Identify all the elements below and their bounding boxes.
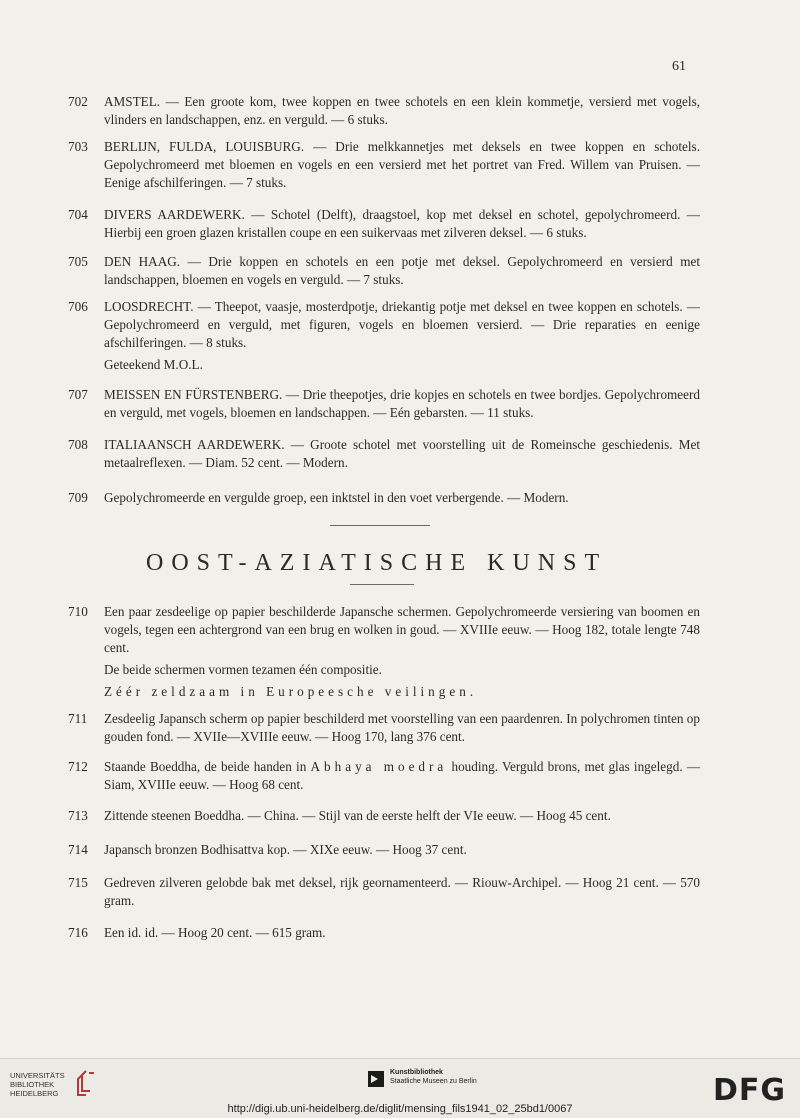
lot-number: 702 [68,94,88,109]
dfg-logo[interactable]: DFG [712,1073,786,1108]
library-name-line: UNIVERSITÄTS [10,1071,65,1080]
catalogue-entry-711 [68,710,700,746]
catalogue-entry-708 [68,436,700,472]
lot-number: 711 [68,711,88,726]
lot-description: Gedreven zilveren gelobde bak met deksel, rijk geornamenteerd. — Riouw-Archipel. — Hoog 21 cent. — 570 gram. [104,875,700,908]
museum-name: Staatliche Museen zu Berlin [390,1078,477,1085]
lot-description: Zittende steenen Boeddha. — China. — Stijl van de eerste helft der VIe eeuw. — Hoog 45 cent. [104,808,611,823]
section-divider-top [330,525,430,526]
lot-description: Gepolychromeerde en vergulde groep, een inktstel in den voet verbergende. — Modern. [104,490,569,505]
catalogue-entry-709 [68,489,700,507]
library-name-line: HEIDELBERG [10,1089,59,1098]
lot-number: 707 [68,387,88,402]
catalogue-entry-713 [68,807,700,825]
lot-description: DEN HAAG. — Drie koppen en schotels en een potje met deksel. Gepolychromeerd en versierd met landschappen, bloemen en vogels en verguld. — 7 stuks. [104,254,700,287]
lot-description: ITALIAANSCH AARDEWERK. — Groote schotel met voorstelling uit de Romeinsche geschiedenis. Met metaalreflexen. — Diam. 52 cent. — Modern. [104,437,700,470]
catalogue-entry-707 [68,386,700,422]
catalogue-entry-716 [68,924,700,942]
catalogue-entry-714 [68,841,700,859]
lot-composition-note: De beide schermen vormen tezamen één compositie. [104,662,382,677]
lot-number: 704 [68,207,88,222]
lot-description: MEISSEN EN FÜRSTENBERG. — Drie theepotjes, drie kopjes en schotels en twee bordjes. Gepolychromeerd en verguld, met vogels, bloemen en landschappen. — Eén gebarsten. — 11 stuks. [104,387,700,420]
lot-description: AMSTEL. — Een groote kom, twee koppen en twee schotels en een klein kommetje, versierd met vogels, vlinders en landschappen, enz. en verguld. — 6 stuks. [104,94,700,127]
lot-number: 703 [68,139,88,154]
catalogue-entry-706 [68,298,700,374]
catalogue-entry-702 [68,93,700,129]
page-number: 61 [672,59,686,74]
section-title: OOST-AZIATISCHE KUNST [146,550,608,576]
lot-number: 716 [68,925,88,940]
lot-number: 709 [68,490,88,505]
lot-rarity-note: Zéér zeldzaam in Europeesche veilingen. [104,684,478,699]
digitization-footer [0,1058,800,1118]
lot-description: Zesdeelig Japansch scherm op papier beschilderd met voorstelling van een paardenren. In polychromen tinten op gouden fond. — XVIIe—XVIIIe eeuw. — Hoog 170, lang 376 cent. [104,711,700,744]
catalogue-entry-715 [68,874,700,910]
lot-text-part: houding. Verguld brons, met glas ingelegd. — Siam, XVIIIe eeuw. — Hoog 68 cent. [104,759,701,792]
library-name-line: BIBLIOTHEK [10,1080,55,1089]
lot-number: 706 [68,299,88,314]
university-library-logo-icon[interactable] [72,1069,98,1099]
lot-description: Een id. id. — Hoog 20 cent. — 615 gram. [104,925,326,940]
lot-description: LOOSDRECHT. — Theepot, vaasje, mosterdpotje, driekantig potje met deksel en twee koppen en schotels. — Gepolychromeerd en verguld, met figuren, vogels en bloemen versierd. — Drie reparaties en eenige afschilferingen. — 8 stuks. [104,299,700,350]
lot-description [104,758,700,794]
lot-number: 715 [68,875,88,890]
lot-description: BERLIJN, FULDA, LOUISBURG. — Drie melkkannetjes met deksels en twee koppen en schotels. Gepolychromeerd met bloemen en vogels en een versierd met het portret van Fred. Willem van Pruisen. — Eenige afschilferingen. — 7 stuks. [104,139,700,190]
lot-number: 714 [68,842,88,857]
catalogue-entry-710 [68,603,700,701]
catalogue-entry-705 [68,253,700,289]
section-divider-bottom [350,584,414,585]
lot-text-part: Staande Boeddha, de beide handen in [104,759,311,774]
lot-number: 713 [68,808,88,823]
lot-number: 710 [68,604,88,619]
university-library-label [10,1071,65,1098]
lot-description: DIVERS AARDEWERK. — Schotel (Delft), draagstoel, kop met deksel en schotel, gepolychromeerd. — Hierbij een groen glazen kristallen coupe en een suikervaas met zilveren deksel. — 6 stuks. [104,207,700,240]
kunstbibliothek-name: Kunstbibliothek [390,1069,443,1076]
lot-number: 708 [68,437,88,452]
kunstbibliothek-label [390,1068,477,1086]
lot-spaced-term: Abhaya moedra [310,759,448,774]
catalogue-entry-712 [68,758,700,794]
lot-description: Japansch bronzen Bodhisattva kop. — XIXe eeuw. — Hoog 37 cent. [104,842,467,857]
lot-number: 712 [68,759,88,774]
permalink-url[interactable]: http://digi.ub.uni-heidelberg.de/diglit/mensing_fils1941_02_25bd1/0067 [227,1103,573,1115]
catalogue-entry-704 [68,206,700,242]
lot-signature-note: Geteekend M.O.L. [104,357,203,372]
catalogue-entry-703 [68,138,700,192]
lot-description: Een paar zesdeelige op papier beschilderde Japansche schermen. Gepolychromeerde versiering van boomen en vogels, tegen een achtergrond van een brug en wolken in goud. — XVIIIe eeuw. — Hoog 182, totale lengte 748 cent. [104,604,700,655]
lot-number: 705 [68,254,88,269]
kunstbibliothek-logo-icon[interactable] [368,1071,384,1087]
